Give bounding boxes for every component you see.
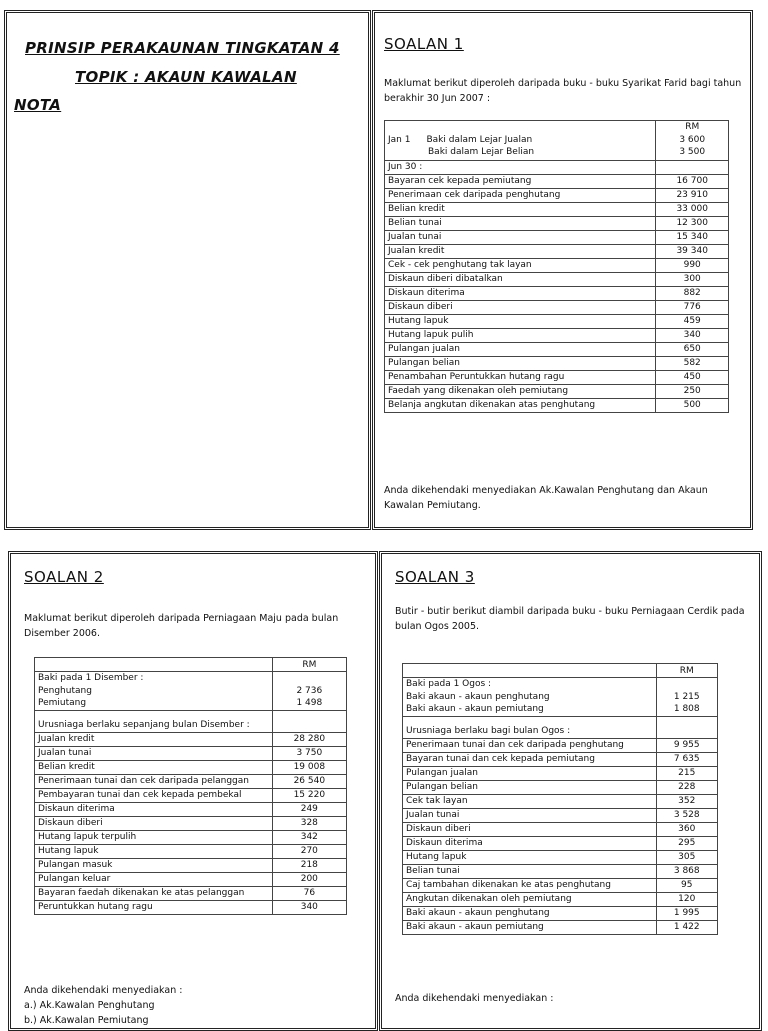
opening-item-label: Penghutang	[38, 685, 92, 696]
row-amount: 1 995	[656, 906, 718, 920]
soalan3-closing: Anda dikehendaki menyediakan :	[395, 993, 554, 1004]
table-row	[403, 906, 718, 920]
opening-amount: 1 498	[296, 698, 323, 708]
table-row	[385, 384, 729, 398]
opening-amount: 3 600	[679, 134, 706, 145]
row-label: Baki akaun - akaun pemiutang	[403, 920, 657, 934]
row-amount: 15 340	[656, 230, 729, 244]
table-row	[385, 202, 729, 216]
row-label: Diskaun diberi	[403, 822, 657, 836]
row-amount: 776	[656, 300, 729, 314]
row-label: Jualan kredit	[385, 244, 656, 258]
table-row	[35, 774, 347, 788]
table-row	[35, 858, 347, 872]
table-row	[385, 300, 729, 314]
row-amount: 305	[656, 850, 718, 864]
row-label: Cek tak layan	[403, 794, 657, 808]
table-row	[35, 844, 347, 858]
table-row	[385, 314, 729, 328]
row-label: Penerimaan tunai dan cek daripada pelanggan	[35, 774, 273, 788]
nota-title-line2: TOPIK : AKAUN KAWALAN	[75, 68, 297, 86]
row-amount: 882	[656, 286, 729, 300]
row-amount: 200	[272, 872, 346, 886]
table-row	[35, 872, 347, 886]
soalan2-table	[34, 657, 347, 915]
row-amount: 3 528	[656, 808, 718, 822]
row-label: Penerimaan cek daripada penghutang	[385, 188, 656, 202]
row-amount: 76	[272, 886, 346, 900]
row-label: Faedah yang dikenakan oleh pemiutang	[385, 384, 656, 398]
table-row	[403, 892, 718, 906]
row-amount: 295	[656, 836, 718, 850]
row-amount: 1 422	[656, 920, 718, 934]
opening-item-label: Baki dalam Lejar Jualan	[426, 134, 533, 145]
row-label: Hutang lapuk	[385, 314, 656, 328]
row-amount: 360	[656, 822, 718, 836]
row-label: Diskaun diberi dibatalkan	[385, 272, 656, 286]
table-row	[403, 850, 718, 864]
opening-heading: Baki pada 1 Disember :	[38, 673, 144, 683]
row-label: Pulangan belian	[403, 780, 657, 794]
closing-text: Anda dikehendaki menyediakan :	[24, 985, 183, 996]
period-heading: Urusniaga berlaku bagi bulan Ogos :	[403, 716, 657, 738]
row-amount: 23 910	[656, 188, 729, 202]
row-label: Jualan tunai	[403, 808, 657, 822]
opening-item-label: Pemiutang	[38, 698, 87, 708]
table-row	[385, 258, 729, 272]
soalan1-intro: Maklumat berikut diperoleh daripada buku - buku Syarikat Farid bagi tahun berakhir 30 Jun 2007 :	[384, 78, 742, 104]
period-heading: Urusniaga berlaku sepanjang bulan Disember :	[35, 710, 273, 732]
opening-cell	[385, 121, 656, 161]
row-label: Pembayaran tunai dan cek kepada pembekal	[35, 788, 273, 802]
table-row	[403, 678, 718, 717]
table-row	[385, 342, 729, 356]
row-amount: 250	[656, 384, 729, 398]
table-row	[403, 864, 718, 878]
row-amount: 26 540	[272, 774, 346, 788]
table-row	[35, 886, 347, 900]
table-row	[403, 808, 718, 822]
nota-panel	[4, 10, 371, 530]
row-amount: 15 220	[272, 788, 346, 802]
row-label: Jualan tunai	[385, 230, 656, 244]
row-label: Penambahan Peruntukkan hutang ragu	[385, 370, 656, 384]
table-row	[385, 370, 729, 384]
opening-item-label: Baki dalam Lejar Belian	[428, 147, 535, 157]
row-amount: 12 300	[656, 216, 729, 230]
row-label: Penerimaan tunai dan cek daripada penghutang	[403, 738, 657, 752]
row-label: Belian kredit	[385, 202, 656, 216]
row-label: Cek - cek penghutang tak layan	[385, 258, 656, 272]
row-label: Jualan tunai	[35, 746, 273, 760]
soalan3-title: SOALAN 3	[395, 568, 475, 586]
opening-amount: 2 736	[296, 685, 323, 696]
row-amount: 328	[272, 816, 346, 830]
row-amount: 500	[656, 398, 729, 412]
period-label: Jun 30 :	[385, 160, 656, 174]
table-row	[385, 328, 729, 342]
row-label: Hutang lapuk	[35, 844, 273, 858]
row-label: Diskaun diterima	[403, 836, 657, 850]
table-row	[385, 160, 729, 174]
row-label: Pulangan jualan	[403, 766, 657, 780]
table-row	[403, 878, 718, 892]
opening-amount: 1 808	[673, 704, 700, 714]
table-row	[385, 216, 729, 230]
table-row	[403, 752, 718, 766]
row-amount: 39 340	[656, 244, 729, 258]
row-amount: 990	[656, 258, 729, 272]
table-row	[385, 174, 729, 188]
row-amount: 33 000	[656, 202, 729, 216]
row-label: Pulangan keluar	[35, 872, 273, 886]
row-amount: 218	[272, 858, 346, 872]
row-label: Belian tunai	[385, 216, 656, 230]
row-label: Diskaun diterima	[385, 286, 656, 300]
table-row	[403, 766, 718, 780]
table-row	[403, 822, 718, 836]
row-amount: 215	[656, 766, 718, 780]
row-amount: 228	[656, 780, 718, 794]
row-label: Caj tambahan dikenakan ke atas penghutang	[403, 878, 657, 892]
opening-cell	[403, 678, 657, 717]
row-amount: 28 280	[272, 732, 346, 746]
row-amount: 19 008	[272, 760, 346, 774]
soalan2-panel	[8, 551, 378, 1031]
row-amount: 120	[656, 892, 718, 906]
table-row	[35, 672, 347, 711]
row-label: Hutang lapuk pulih	[385, 328, 656, 342]
soalan3-intro: Butir - butir berikut diambil daripada buku - buku Perniagaan Cerdik pada bulan Ogos 2005.	[395, 606, 745, 632]
table-row	[35, 710, 347, 732]
row-amount: 249	[272, 802, 346, 816]
row-amount: 450	[656, 370, 729, 384]
opening-heading: Baki pada 1 Ogos :	[406, 679, 492, 689]
row-amount: 300	[656, 272, 729, 286]
row-label: Baki akaun - akaun penghutang	[403, 906, 657, 920]
row-label: Hutang lapuk terpulih	[35, 830, 273, 844]
row-amount: 95	[656, 878, 718, 892]
row-label: Peruntukkan hutang ragu	[35, 900, 273, 914]
table-row	[35, 830, 347, 844]
currency-header: RM	[656, 664, 718, 678]
table-row	[35, 746, 347, 760]
table-row	[385, 230, 729, 244]
table-row	[385, 286, 729, 300]
currency-header: RM	[272, 658, 346, 672]
row-amount: 9 955	[656, 738, 718, 752]
row-amount: 352	[656, 794, 718, 808]
row-label: Bayaran faedah dikenakan ke atas pelanggan	[35, 886, 273, 900]
soalan1-panel	[372, 10, 753, 530]
row-label: Hutang lapuk	[403, 850, 657, 864]
row-amount: 342	[272, 830, 346, 844]
row-amount: 340	[272, 900, 346, 914]
currency-header: RM	[685, 122, 700, 132]
table-row	[403, 664, 718, 678]
row-amount: 7 635	[656, 752, 718, 766]
opening-amount-cell	[272, 672, 346, 711]
task-item: a.) Ak.Kawalan Penghutang	[24, 1000, 155, 1011]
table-row	[385, 121, 729, 161]
row-label: Diskaun diberi	[35, 816, 273, 830]
row-label: Pulangan jualan	[385, 342, 656, 356]
soalan1-table	[384, 120, 729, 413]
table-row	[385, 272, 729, 286]
table-row	[403, 738, 718, 752]
soalan2-closing	[24, 983, 369, 1028]
soalan2-title: SOALAN 2	[24, 568, 104, 586]
currency-cell	[656, 121, 729, 161]
row-label: Diskaun diterima	[35, 802, 273, 816]
table-row	[403, 794, 718, 808]
table-row	[403, 836, 718, 850]
soalan3-panel	[379, 551, 762, 1031]
table-row	[403, 920, 718, 934]
opening-amount: 3 500	[679, 147, 706, 157]
row-label: Pulangan masuk	[35, 858, 273, 872]
soalan3-table	[402, 663, 718, 935]
opening-item-label: Baki akaun - akaun penghutang	[406, 691, 550, 702]
row-amount: 3 750	[272, 746, 346, 760]
opening-amount-cell	[656, 678, 718, 717]
row-label: Jualan kredit	[35, 732, 273, 746]
row-amount: 582	[656, 356, 729, 370]
row-label: Belian kredit	[35, 760, 273, 774]
nota-label: NOTA	[14, 96, 62, 114]
table-row	[385, 398, 729, 412]
row-label: Pulangan belian	[385, 356, 656, 370]
table-row	[35, 760, 347, 774]
table-row	[385, 244, 729, 258]
row-label: Angkutan dikenakan oleh pemiutang	[403, 892, 657, 906]
table-row	[385, 356, 729, 370]
table-row	[403, 716, 718, 738]
row-label: Bayaran cek kepada pemiutang	[385, 174, 656, 188]
opening-item-label: Baki akaun - akaun pemiutang	[406, 704, 544, 714]
table-row	[35, 732, 347, 746]
row-amount: 459	[656, 314, 729, 328]
task-item: b.) Ak.Kawalan Pemiutang	[24, 1015, 149, 1026]
row-amount: 270	[272, 844, 346, 858]
table-row	[35, 900, 347, 914]
soalan1-title: SOALAN 1	[384, 35, 464, 53]
table-row	[403, 780, 718, 794]
table-row	[35, 788, 347, 802]
row-label: Belanja angkutan dikenakan atas penghutang	[385, 398, 656, 412]
row-amount: 3 868	[656, 864, 718, 878]
opening-date: Jan 1	[388, 134, 411, 145]
row-amount: 650	[656, 342, 729, 356]
table-row	[385, 188, 729, 202]
row-amount: 340	[656, 328, 729, 342]
table-row	[35, 802, 347, 816]
table-row	[35, 658, 347, 672]
row-label: Diskaun diberi	[385, 300, 656, 314]
row-label: Belian tunai	[403, 864, 657, 878]
soalan1-closing: Anda dikehendaki menyediakan Ak.Kawalan Penghutang dan Akaun Kawalan Pemiutang.	[384, 485, 708, 511]
row-amount: 16 700	[656, 174, 729, 188]
opening-cell	[35, 672, 273, 711]
nota-title-line1: PRINSIP PERAKAUNAN TINGKATAN 4	[25, 39, 340, 57]
opening-amount: 1 215	[673, 691, 700, 702]
row-label: Bayaran tunai dan cek kepada pemiutang	[403, 752, 657, 766]
soalan2-intro: Maklumat berikut diperoleh daripada Perniagaan Maju pada bulan Disember 2006.	[24, 613, 339, 639]
table-row	[35, 816, 347, 830]
